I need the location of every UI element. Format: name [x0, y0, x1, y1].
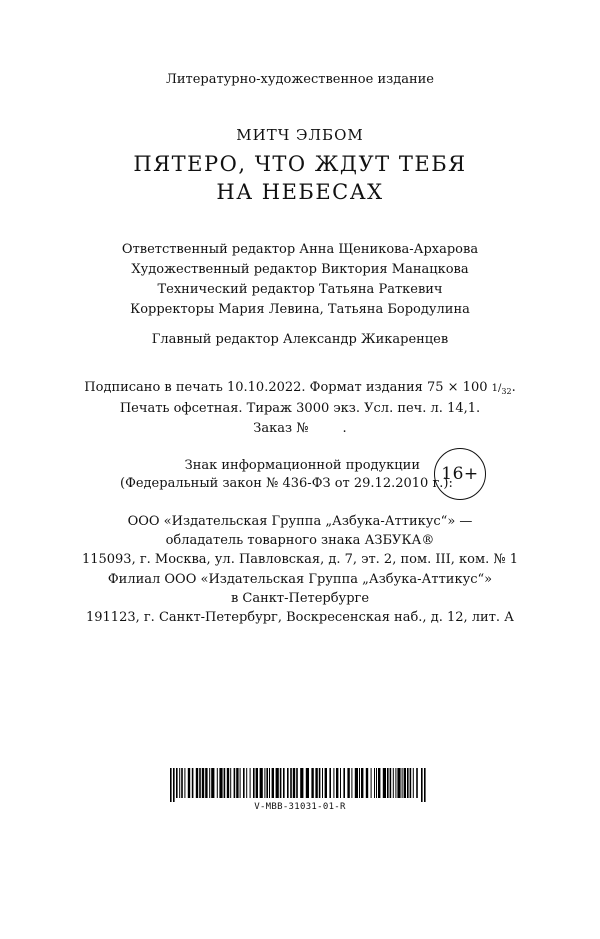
barcode-bar: [173, 768, 175, 802]
print-info-line-1: [0, 378, 600, 399]
barcode-caption: V-MBB-31031-01-R: [254, 802, 346, 812]
barcode-bar: [407, 768, 409, 798]
barcode-bar: [325, 768, 327, 798]
barcode-bar: [230, 768, 231, 798]
barcode-bar: [176, 768, 178, 798]
print-info-block: [0, 378, 600, 439]
barcode-bar: [336, 768, 338, 798]
format-denominator: 32: [501, 387, 512, 396]
barcode-bar: [390, 768, 392, 798]
barcode-bar: [319, 768, 321, 798]
barcode-bar: [413, 768, 414, 798]
barcode-bar: [246, 768, 247, 798]
print-info-line-1-end: .: [511, 380, 516, 395]
barcode-image: [170, 768, 428, 802]
order-end: .: [342, 421, 347, 436]
barcode-bar: [250, 768, 251, 798]
barcode-bar: [378, 768, 380, 798]
branch-line-2: в Санкт-Петербурге: [230, 591, 370, 606]
barcode-bar: [306, 768, 309, 798]
barcode-bar: [219, 768, 222, 798]
barcode-bar: [199, 768, 201, 798]
book-title-line-2: НА НЕБЕСАХ: [216, 180, 384, 204]
format-numerator: 1: [491, 383, 499, 394]
barcode-bar: [424, 768, 426, 802]
barcode-bar: [192, 768, 194, 798]
credit-line-technical-editor: Технический редактор Татьяна Раткевич: [157, 282, 443, 297]
barcode-bar: [311, 768, 313, 798]
barcode-bar: [296, 768, 298, 798]
credit-line-art-editor: Художественный редактор Виктория Манацкова: [131, 262, 469, 277]
barcode-bar: [205, 768, 207, 798]
barcode-bar: [287, 768, 289, 798]
barcode-bar: [371, 768, 372, 798]
barcode-bar: [243, 768, 245, 798]
order-label: Заказ №: [253, 421, 309, 436]
barcode-bar: [416, 768, 418, 798]
barcode-bar: [264, 768, 265, 798]
age-rating-badge: [434, 448, 486, 500]
barcode-bar: [209, 768, 210, 798]
barcode-bar: [280, 768, 282, 798]
publisher-block: [0, 512, 600, 569]
barcode-bar: [211, 768, 214, 798]
book-title: [0, 150, 600, 206]
branch-address: 191123, г. Санкт-Петербург, Воскресенская наб., д. 12, лит. А: [85, 610, 515, 625]
barcode-bar: [184, 768, 185, 798]
barcode-bar: [374, 768, 375, 798]
barcode-bar: [410, 768, 412, 798]
credit-line-proofreaders: Корректоры Мария Левина, Татьяна Бородулина: [130, 302, 470, 317]
age-rating-text: 16+: [441, 464, 479, 484]
barcode-bar: [361, 768, 363, 798]
barcode-bar: [272, 768, 274, 798]
barcode-bar: [227, 768, 229, 798]
chief-editor: Главный редактор Александр Жикаренцев: [151, 332, 449, 347]
barcode-bar: [376, 768, 377, 798]
barcode-bar: [343, 768, 345, 798]
barcode-bar: [402, 768, 403, 798]
barcode-bar: [393, 768, 394, 798]
barcode-bar: [170, 768, 172, 802]
barcode-bar: [240, 768, 241, 798]
author-name: МИТЧ ЭЛБОМ: [236, 126, 364, 144]
barcode-bar: [322, 768, 323, 798]
barcode-bar: [283, 768, 285, 798]
barcode-bar: [196, 768, 198, 798]
print-info-order: [0, 419, 600, 439]
barcode-bar: [300, 768, 303, 798]
barcode-bar: [276, 768, 279, 798]
barcode-bar: [181, 768, 183, 798]
publisher-address: 115093, г. Москва, ул. Павловская, д. 7, эт. 2, пом. III, ком. № 1: [81, 552, 519, 567]
age-mark-line-1: Знак информационной продукции: [184, 458, 420, 473]
age-mark-text: [120, 457, 453, 493]
branch-line-1: Филиал ООО «Издательская Группа „Азбука-Аттикус“»: [107, 572, 493, 587]
barcode-bar: [266, 768, 268, 798]
book-title-line-1: ПЯТЕРО, ЧТО ЖДУТ ТЕБЯ: [133, 152, 467, 176]
barcode-bar: [315, 768, 317, 798]
branch-block: [0, 570, 600, 627]
publisher-line-1: ООО «Издательская Группа „Азбука-Аттикус“» —: [127, 514, 473, 529]
credit-line-executive-editor: Ответственный редактор Анна Щеникова-Архарова: [121, 242, 479, 257]
barcode-bar: [329, 768, 331, 798]
barcode-bar: [340, 768, 341, 798]
barcode-bar: [256, 768, 258, 798]
barcode-bar: [355, 768, 358, 798]
barcode-bar: [333, 768, 334, 798]
barcode-bar: [387, 768, 389, 798]
print-info-line-2: Печать офсетная. Тираж 3000 экз. Усл. печ. л. 14,1.: [119, 401, 481, 416]
edition-type: Литературно-художественное издание: [166, 72, 434, 87]
age-mark-block: [0, 448, 600, 502]
print-info-date-format: Подписано в печать 10.10.2022. Формат издания 75 × 100: [84, 380, 488, 395]
publisher-line-2: обладатель товарного знака АЗБУКА®: [165, 533, 435, 548]
barcode-bar: [224, 768, 226, 798]
barcode-bar: [359, 768, 360, 798]
barcode-bar: [217, 768, 218, 798]
credits-block: [0, 240, 600, 320]
barcode-bar: [366, 768, 368, 798]
barcode-bar: [395, 768, 396, 798]
barcode-bar: [397, 768, 400, 798]
barcode-bar: [179, 768, 180, 798]
age-mark-line-2: (Федеральный закон № 436-ФЗ от 29.12.2010 г.):: [120, 476, 453, 491]
barcode-bar: [188, 768, 190, 798]
barcode-bar: [269, 768, 270, 798]
barcode-bar: [293, 768, 295, 798]
barcode-bar: [347, 768, 349, 798]
barcode-bar: [421, 768, 423, 802]
barcode-bar: [234, 768, 236, 798]
barcode-bar: [383, 768, 386, 798]
barcode-bar: [253, 768, 255, 798]
barcode-bar: [260, 768, 263, 798]
barcode-bar: [351, 768, 352, 798]
format-fraction: $1/_{32}$: [491, 383, 512, 396]
barcode-bar: [404, 768, 406, 798]
barcode-bar: [202, 768, 204, 798]
barcode-bar: [290, 768, 292, 798]
barcode-bar: [236, 768, 238, 798]
